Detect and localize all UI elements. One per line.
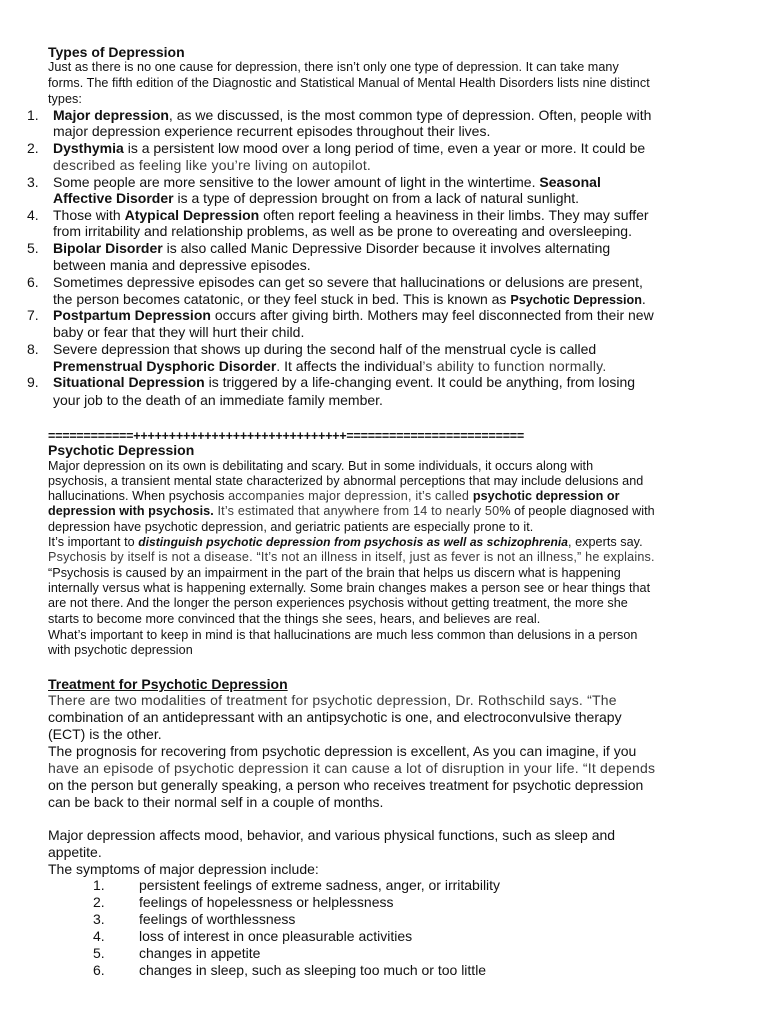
type-name: Bipolar Disorder	[53, 240, 163, 256]
type-item-2-line-1	[53, 141, 645, 155]
symptom-item: changes in sleep, such as sleeping too much or too little	[139, 962, 487, 978]
treatment-line-7: can be back to their normal self in a couple of months.	[48, 794, 384, 810]
type-item-3-line-1	[53, 175, 601, 189]
type-item-7-line-1	[53, 308, 654, 322]
type-name: Affective Disorder	[53, 190, 174, 206]
symptom-number: 4.	[93, 928, 105, 944]
type-text: . It affects the individual	[276, 358, 423, 374]
type-name: Postpartum Depression	[53, 307, 211, 323]
type-number: 4.	[27, 207, 39, 223]
type-item-4-line-1	[53, 208, 649, 222]
major-line-2: appetite.	[48, 844, 102, 860]
type-item-3-line-2	[53, 191, 579, 205]
text-run: It’s estimated that anywhere from 14 to nearly 50	[213, 504, 500, 518]
type-number: 3.	[27, 174, 39, 190]
type-number: 9.	[27, 374, 39, 390]
symptom-number: 5.	[93, 945, 105, 961]
treatment-line-2: combination of an antidepressant with an antipsychotic is one, and electroconvulsive therapy	[48, 709, 622, 725]
type-text: is a type of depression brought on from a lack of natural sunlight.	[173, 190, 580, 206]
treatment-line-1: There are two modalities of treatment for psychotic depression, Dr. Rothschild says. “The	[48, 692, 617, 708]
type-item-5-line-2: between mania and depressive episodes.	[53, 257, 311, 273]
symptom-item: feelings of hopelessness or helplessness	[139, 894, 394, 910]
type-number: 5.	[27, 240, 39, 256]
psychotic-line-13: with psychotic depression	[48, 643, 193, 657]
text-run: , experts say.	[567, 535, 643, 549]
type-name: Dysthymia	[53, 140, 124, 156]
text-run: psychotic depression or	[472, 489, 620, 503]
type-item-7-line-2: baby or fear that they will hurt their child.	[53, 324, 305, 340]
symptom-item: loss of interest in once pleasurable activities	[139, 928, 413, 944]
type-item-5-line-1	[53, 241, 610, 255]
treatment-heading: Treatment for Psychotic Depression	[48, 676, 288, 692]
type-item-9-line-1	[53, 375, 635, 389]
treatment-line-4: The prognosis for recovering from psychotic depression is excellent, As you can imagine, if you	[48, 743, 637, 759]
major-line-3: The symptoms of major depression include:	[48, 861, 319, 877]
type-number: 1.	[27, 107, 39, 123]
treatment-line-3: (ECT) is the other.	[48, 726, 162, 742]
type-text: is a persistent low mood over a long period of time, even a year or more. It could be	[123, 140, 646, 156]
type-name: Psychotic Depression	[510, 293, 642, 307]
intro-line-2: forms. The fifth edition of the Diagnostic and Statistical Manual of Mental Health Disorders lists nine distinct	[48, 76, 650, 90]
psychotic-line-3	[48, 490, 620, 503]
type-item-1-line-1	[53, 108, 651, 122]
psychotic-line-4	[48, 505, 655, 518]
types-heading: Types of Depression	[48, 44, 185, 60]
type-name: Seasonal	[539, 174, 601, 190]
text-run: % of people diagnosed with	[499, 504, 655, 518]
intro-line-1: Just as there is no one cause for depression, there isn’t only one type of depression. It can take many	[48, 60, 619, 74]
treatment-line-5: have an episode of psychotic depression it can cause a lot of disruption in your life. “It depends	[48, 760, 656, 776]
symptom-number: 6.	[93, 962, 105, 978]
symptom-number: 1.	[93, 877, 105, 893]
symptom-item: changes in appetite	[139, 945, 261, 961]
symptom-number: 2.	[93, 894, 105, 910]
type-name: Situational Depression	[53, 374, 205, 390]
psychotic-line-1: Major depression on its own is debilitating and scary. But in some individuals, it occurs along with	[48, 459, 594, 473]
type-name: Atypical Depression	[124, 207, 260, 223]
psychotic-line-2: psychosis, a transient mental state characterized by abnormal perceptions that may include delusions and	[48, 474, 644, 488]
text-run: accompanies major depression, it’s called	[228, 489, 473, 503]
type-number: 8.	[27, 341, 39, 357]
psychotic-line-6	[48, 536, 643, 549]
type-item-8-line-2	[53, 359, 606, 373]
type-text: , as we discussed, is the most common type of depression. Often, people with	[168, 107, 652, 123]
type-number: 2.	[27, 140, 39, 156]
type-text: is triggered by a life-changing event. It could be anything, from losing	[204, 374, 636, 390]
major-line-1: Major depression affects mood, behavior, and various physical functions, such as sleep and	[48, 827, 616, 843]
type-item-2-line-2: described as feeling like you’re living on autopilot.	[53, 157, 372, 173]
type-text: is also called Manic Depressive Disorder because it involves alternating	[162, 240, 611, 256]
type-text: Some people are more sensitive to the lower amount of light in the wintertime.	[53, 174, 540, 190]
symptom-item: persistent feelings of extreme sadness, anger, or irritability	[139, 877, 501, 893]
type-text: Those with	[53, 207, 125, 223]
text-run: distinguish psychotic depression from psychosis as well as schizophrenia	[138, 535, 568, 549]
type-item-6-line-2	[53, 292, 646, 307]
type-text: often report feeling a heaviness in their limbs. They may suffer	[259, 207, 649, 223]
type-number: 7.	[27, 307, 39, 323]
symptom-item: feelings of worthlessness	[139, 911, 296, 927]
psychotic-line-9: internally versus what is happening externally. Some brain changes makes a person see or hear things that	[48, 581, 651, 595]
psychotic-line-8: “Psychosis is caused by an impairment in the part of the brain that helps us discern what is happening	[48, 566, 621, 580]
text-run: It’s important to	[48, 535, 139, 549]
type-text: ’s ability to function normally.	[422, 358, 607, 374]
psychotic-line-5: depression have psychotic depression, and geriatric patients are especially prone to it.	[48, 520, 534, 534]
type-text: the person becomes catatonic, or they feel stuck in bed. This is known as	[53, 291, 511, 307]
type-text: .	[641, 291, 646, 307]
text-run: depression with psychosis.	[48, 504, 214, 518]
type-item-1-line-2: major depression experience recurrent episodes throughout their lives.	[53, 123, 491, 139]
type-number: 6.	[27, 274, 39, 290]
type-item-9-line-2: your job to the death of an immediate family member.	[53, 392, 383, 408]
type-name: Premenstrual Dysphoric Disorder	[53, 358, 277, 374]
type-item-4-line-2: from irritability and relationship problems, as well as be prone to overeating and oversleeping.	[53, 223, 632, 239]
psychotic-line-7: Psychosis by itself is not a disease. “It’s not an illness in itself, just as fever is not an illness,” he explains.	[48, 550, 655, 564]
type-item-8-line-1: Severe depression that shows up during the second half of the menstrual cycle is called	[53, 341, 597, 357]
section-separator: ============++++++++++++++++++++++++++++++=========================	[48, 429, 525, 443]
type-name: Major depression	[53, 107, 169, 123]
psychotic-line-11: starts to become more convinced that the things she sees, hears, and believes are real.	[48, 612, 541, 626]
symptom-number: 3.	[93, 911, 105, 927]
text-run: hallucinations. When psychosis	[48, 489, 229, 503]
psychotic-line-10: are not there. And the longer the person experiences psychosis without getting treatment, the more she	[48, 596, 628, 610]
psychotic-heading: Psychotic Depression	[48, 442, 195, 458]
type-item-6-line-1: Sometimes depressive episodes can get so severe that hallucinations or delusions are present,	[53, 274, 643, 290]
treatment-line-6: on the person but generally speaking, a person who receives treatment for psychotic depression	[48, 777, 644, 793]
psychotic-line-12: What’s important to keep in mind is that hallucinations are much less common than delusions in a person	[48, 628, 638, 642]
intro-line-3: types:	[48, 92, 82, 106]
type-text: occurs after giving birth. Mothers may feel disconnected from their new	[210, 307, 654, 323]
